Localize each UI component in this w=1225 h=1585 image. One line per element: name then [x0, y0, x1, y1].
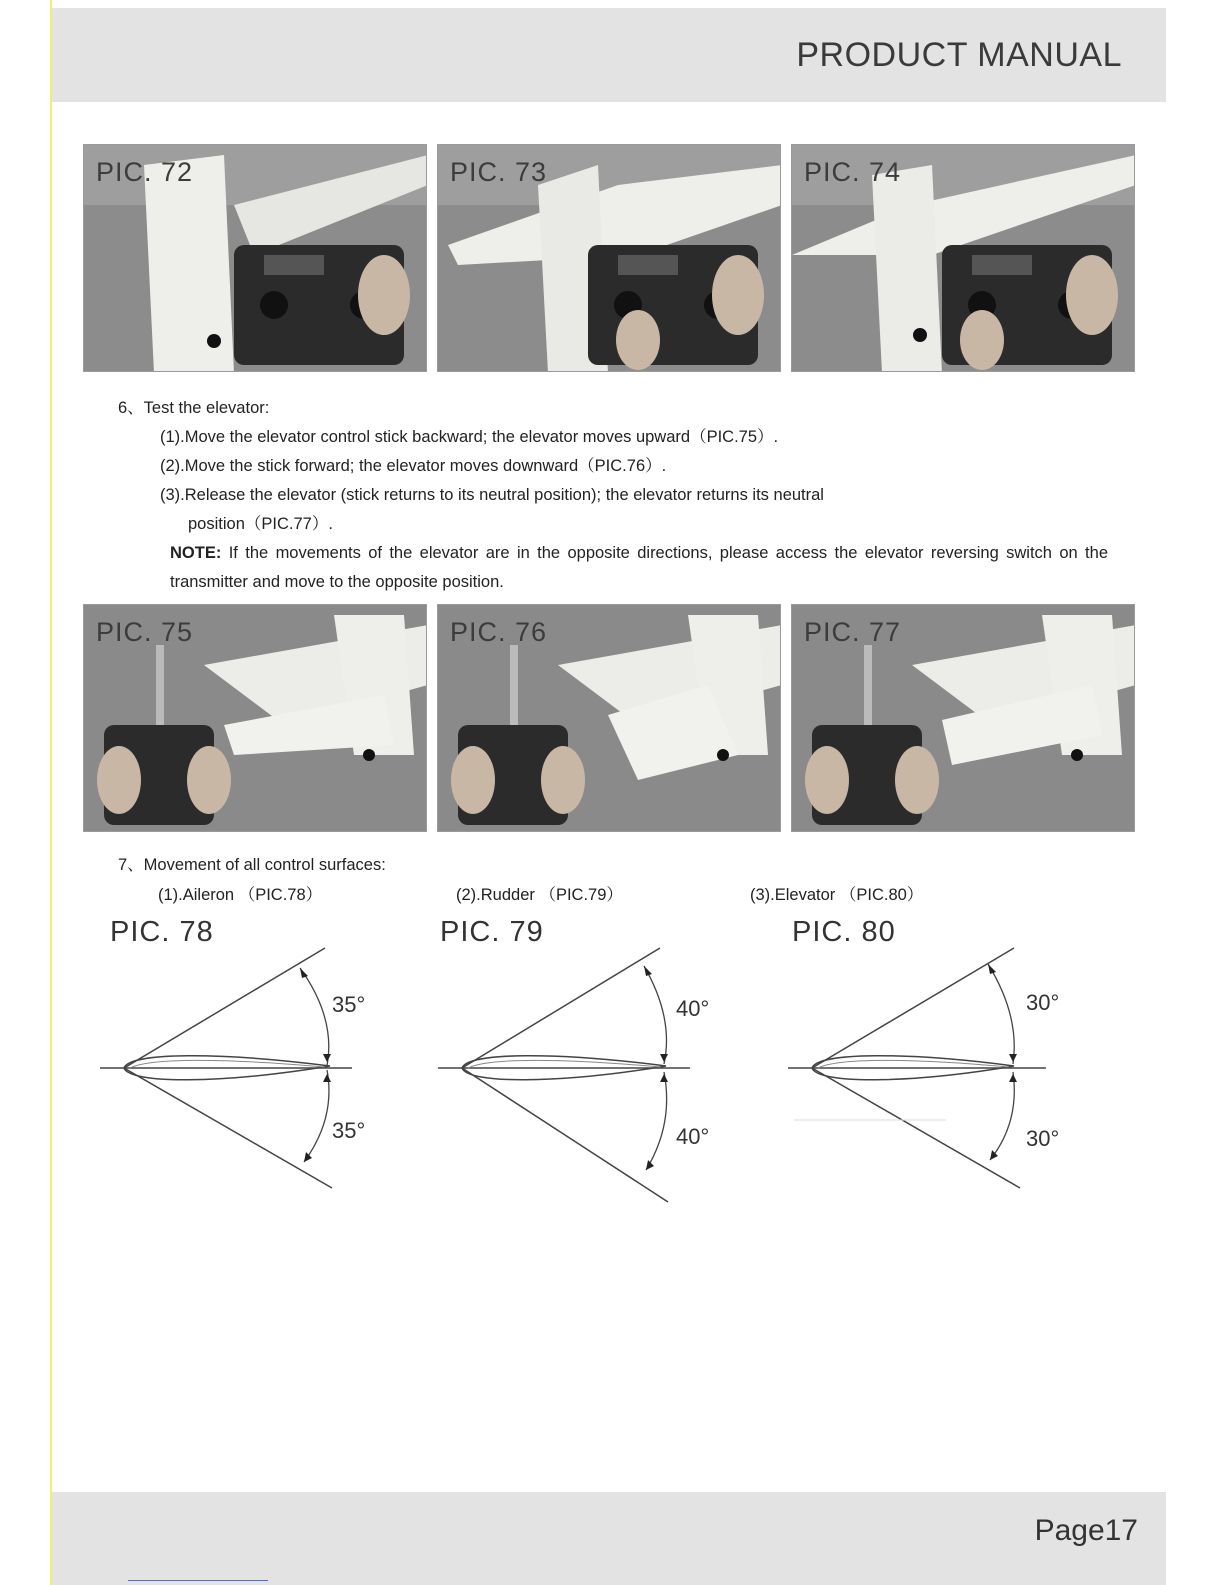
upper-angle-label: 35° — [332, 992, 366, 1017]
step-6-heading: 6、Test the elevator: — [118, 399, 270, 417]
page-header — [52, 8, 1166, 102]
photo-pic-76 — [437, 604, 781, 832]
upper-angle-arc — [644, 966, 667, 1064]
upper-angle-arc — [988, 964, 1014, 1064]
diagram-title-pic-79: PIC. 79 — [440, 916, 544, 948]
upper-angle-label: 30° — [1026, 990, 1060, 1015]
lower-angle-label: 30° — [1026, 1126, 1060, 1151]
diagram-aileron-throw — [100, 940, 380, 1200]
photo-label: PIC. 77 — [804, 617, 902, 647]
arrow-head — [988, 964, 996, 974]
step-7-section — [118, 850, 1108, 910]
photo-pic-75 — [83, 604, 427, 832]
arrow-head — [323, 1054, 331, 1062]
upper-angle-arc — [300, 968, 329, 1066]
arrow-head — [1009, 1074, 1017, 1082]
photo-label: PIC. 75 — [96, 617, 194, 647]
photo-pic-72 — [83, 144, 427, 372]
lower-angle-arc — [990, 1072, 1014, 1160]
step-6-item-3-line-1: (3).Release the elevator (stick returns to its neutral position); the elevator returns its neutral — [160, 486, 824, 504]
photo-label: PIC. 72 — [96, 157, 194, 187]
step-7-items — [118, 880, 1108, 910]
arrow-head — [304, 1152, 312, 1162]
photo-row-top — [83, 144, 1135, 372]
arrow-head — [300, 968, 308, 978]
step-6-note — [118, 539, 1108, 597]
lower-angle-arc — [304, 1070, 329, 1162]
lower-angle-arc — [646, 1072, 667, 1170]
lower-angle-label: 40° — [676, 1124, 710, 1149]
footer-underline — [128, 1580, 268, 1581]
lower-angle-label: 35° — [332, 1118, 366, 1143]
step-6-item-1: (1).Move the elevator control stick backward; the elevator moves upward（PIC.75）. — [160, 428, 779, 446]
upper-deflection-line — [462, 948, 660, 1068]
arrow-head — [660, 1074, 668, 1082]
step-7-item-aileron: (1).Aileron （PIC.78） — [158, 886, 323, 904]
upper-deflection-line — [812, 948, 1014, 1068]
photo-label: PIC. 76 — [450, 617, 548, 647]
diagram-elevator-throw — [788, 940, 1078, 1200]
page-footer — [52, 1492, 1166, 1585]
photo-pic-73 — [437, 144, 781, 372]
note-text: If the movements of the elevator are in the opposite directions, please access the elevator reversing switch on the transmitter and move to the opposite position. — [170, 544, 1108, 591]
arrow-head — [644, 966, 652, 976]
photo-label: PIC. 73 — [450, 157, 548, 187]
upper-angle-label: 40° — [676, 996, 710, 1021]
arrow-head — [1009, 1054, 1017, 1062]
step-6-section — [118, 394, 1108, 597]
lower-deflection-line — [124, 1068, 332, 1188]
diagram-rudder-throw — [438, 940, 728, 1210]
photo-pic-77 — [791, 604, 1135, 832]
page-title: PRODUCT MANUAL — [796, 36, 1122, 74]
arrow-head — [660, 1054, 668, 1062]
note-label: NOTE: — [170, 544, 222, 562]
diagram-title-pic-80: PIC. 80 — [792, 916, 896, 948]
arrow-head — [646, 1160, 654, 1170]
page-edge-line — [50, 0, 52, 1585]
step-7-item-elevator: (3).Elevator （PIC.80） — [750, 886, 924, 904]
arrow-head — [323, 1074, 331, 1082]
step-7-heading: 7、Movement of all control surfaces: — [118, 856, 386, 874]
step-7-item-rudder: (2).Rudder （PIC.79） — [456, 886, 623, 904]
lower-deflection-line — [462, 1068, 668, 1202]
step-6-item-2: (2).Move the stick forward; the elevator moves downward（PIC.76）. — [160, 457, 667, 475]
photo-row-middle — [83, 604, 1135, 832]
upper-deflection-line — [124, 948, 325, 1068]
lower-deflection-line — [812, 1068, 1020, 1188]
photo-label: PIC. 74 — [804, 157, 902, 187]
diagram-title-pic-78: PIC. 78 — [110, 916, 214, 948]
page-number: Page17 — [1034, 1514, 1138, 1547]
step-6-item-3-line-2: position（PIC.77）. — [188, 515, 333, 533]
photo-pic-74 — [791, 144, 1135, 372]
